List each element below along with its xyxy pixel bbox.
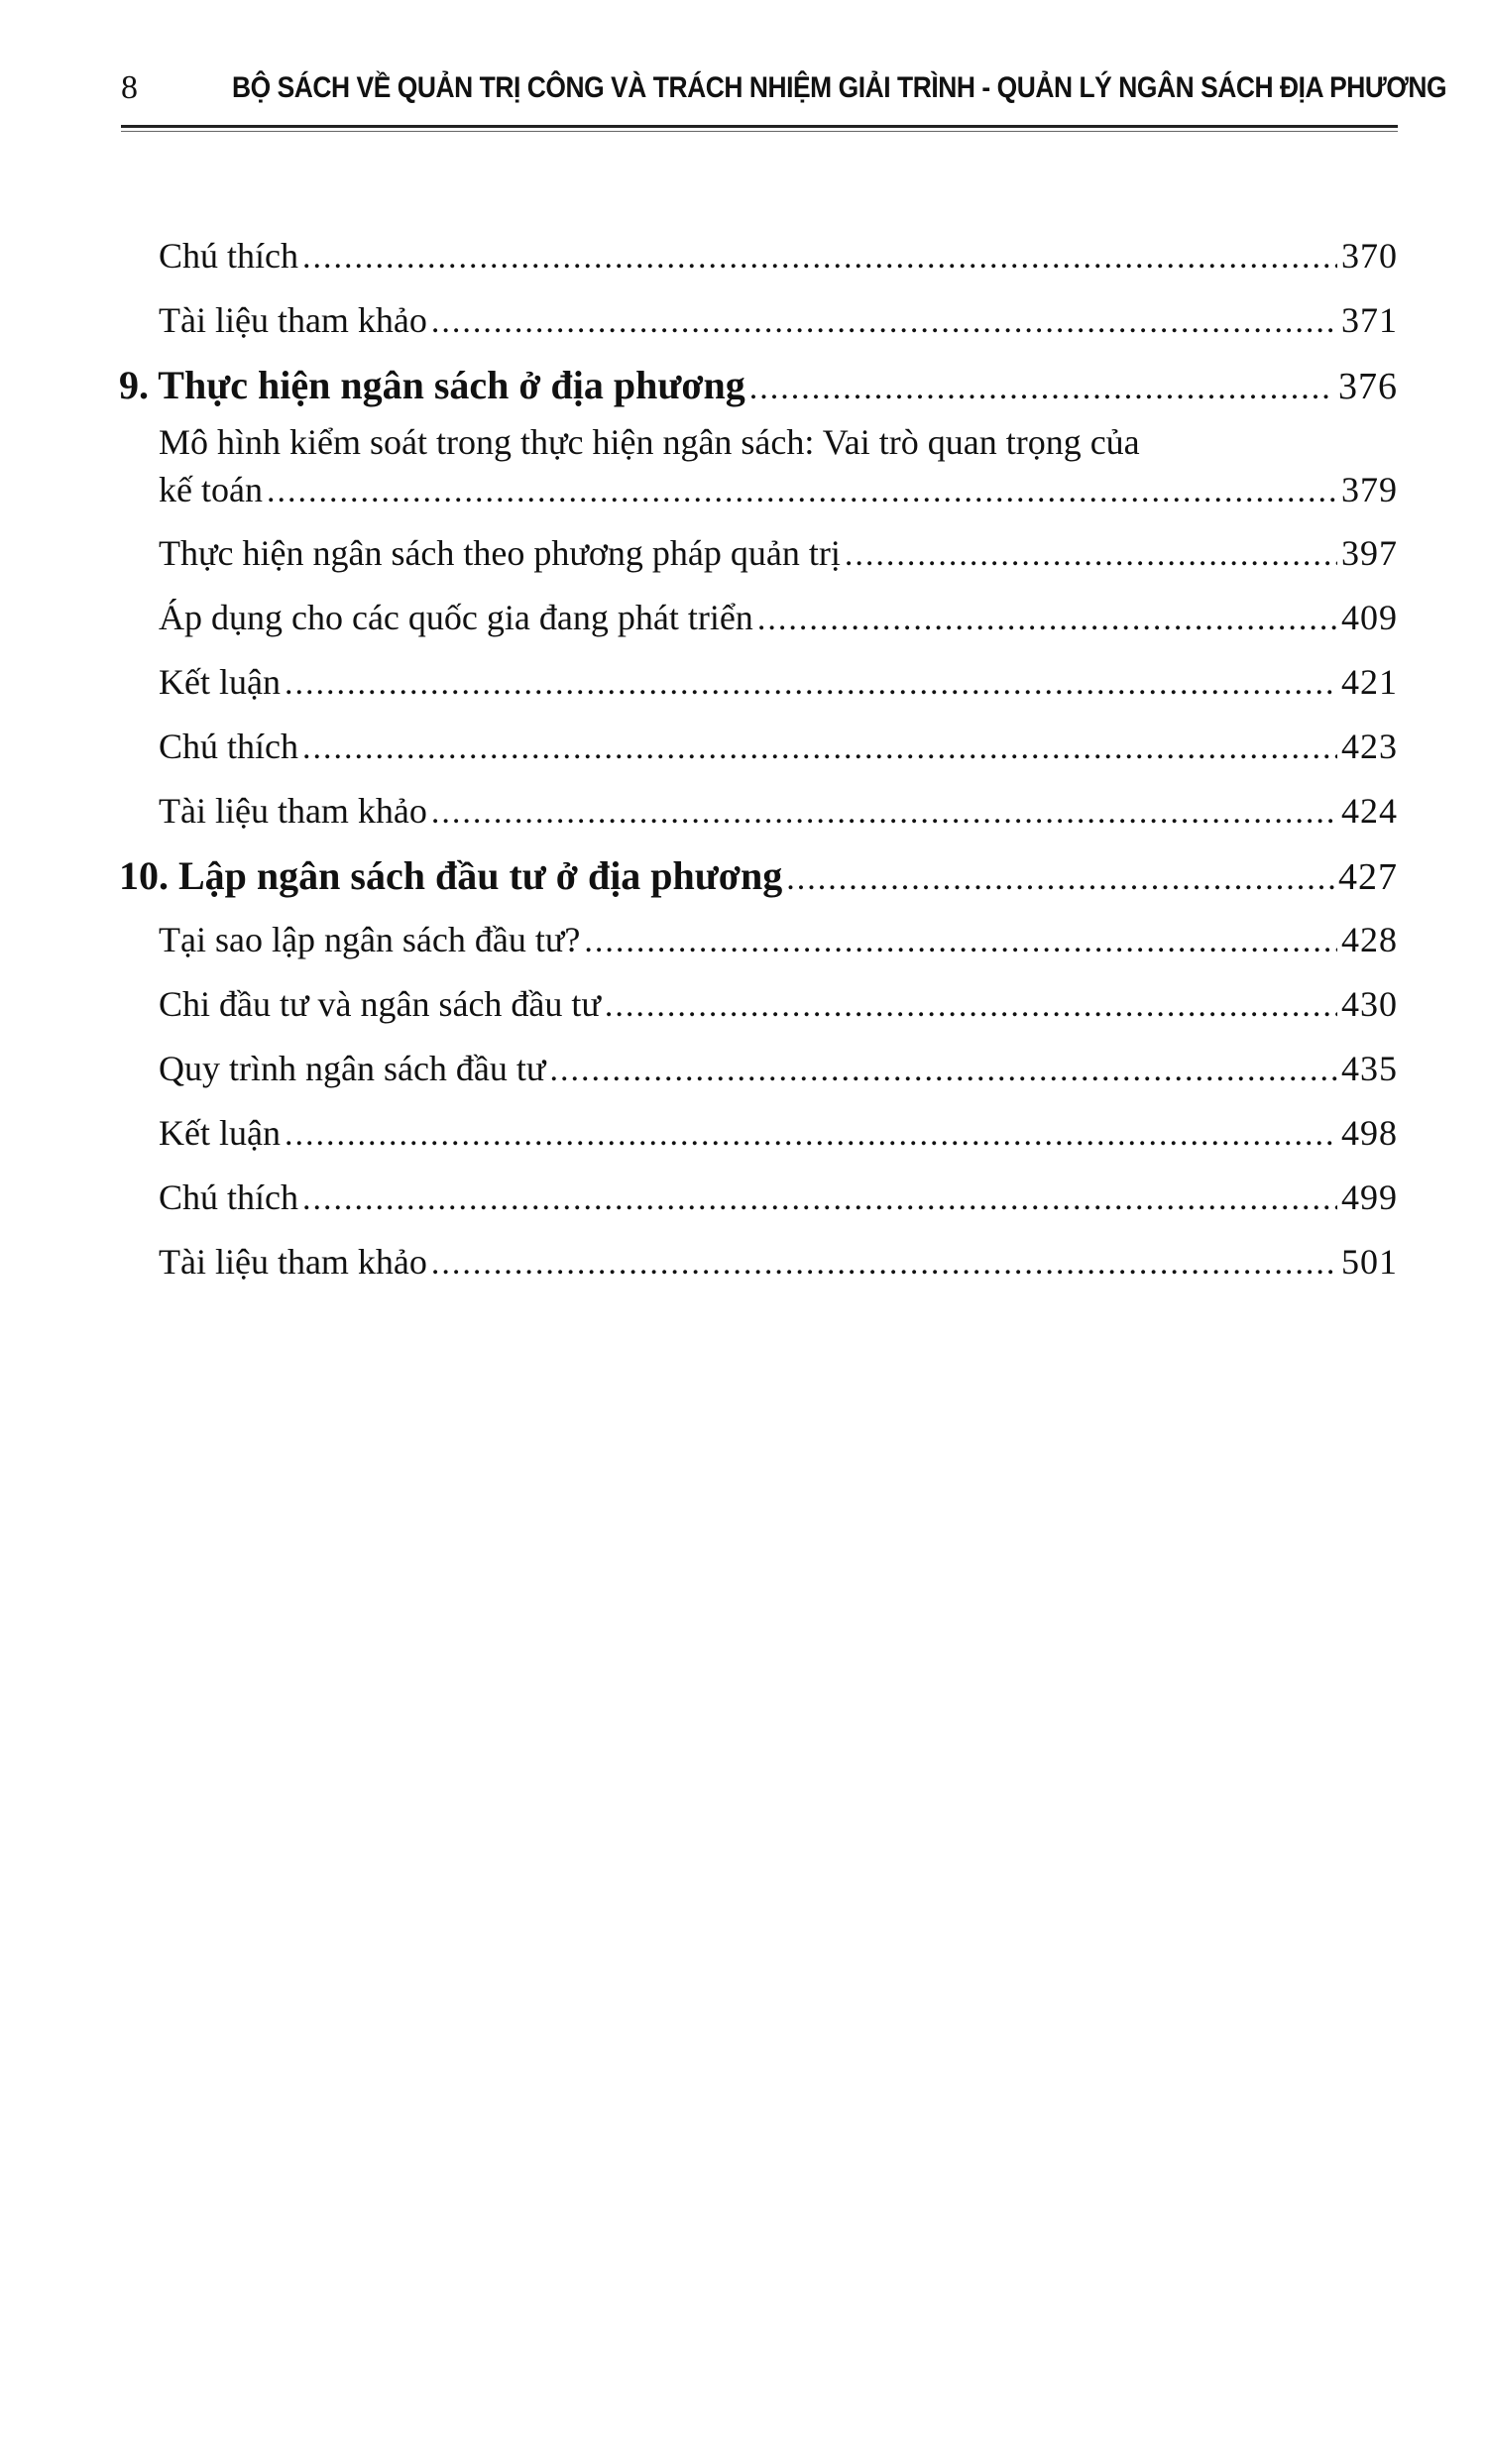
header-rule-thin xyxy=(121,131,1398,132)
toc-entry-page: 427 xyxy=(1338,856,1398,898)
toc-entry-label: Áp dụng cho các quốc gia đang phát triển xyxy=(159,598,753,637)
dot-leader xyxy=(302,225,1337,289)
dot-leader xyxy=(549,1038,1337,1102)
toc-entry-label: Chi đầu tư và ngân sách đầu tư xyxy=(159,984,601,1024)
dot-leader xyxy=(302,1167,1337,1231)
toc-entry-page: 428 xyxy=(1341,920,1398,959)
toc-entry-page: 397 xyxy=(1341,533,1398,573)
dot-leader xyxy=(431,289,1337,354)
dot-leader xyxy=(431,1231,1337,1295)
toc-entry-label-continued: kế toán xyxy=(159,470,263,509)
toc-entry-label: Tại sao lập ngân sách đầu tư? xyxy=(159,920,581,959)
toc-entry-label: Chú thích xyxy=(159,1177,298,1217)
toc-entry-label: Quy trình ngân sách đầu tư xyxy=(159,1049,546,1088)
toc-entry-page: 370 xyxy=(1341,236,1398,276)
toc-entry xyxy=(119,288,1398,353)
table-of-contents xyxy=(119,224,1398,1294)
dot-leader xyxy=(605,973,1337,1038)
dot-leader xyxy=(584,909,1337,973)
toc-entry-label: Chú thích xyxy=(159,727,298,766)
toc-entry xyxy=(119,1230,1398,1294)
toc-chapter-label: 9. Thực hiện ngân sách ở địa phương xyxy=(119,363,745,407)
toc-entry-continuation xyxy=(119,467,1398,521)
toc-entry-page: 499 xyxy=(1341,1177,1398,1217)
dot-leader xyxy=(285,1102,1337,1167)
toc-entry-label: Kết luận xyxy=(159,662,281,702)
toc-entry-page: 430 xyxy=(1341,984,1398,1024)
toc-entry-page: 424 xyxy=(1341,791,1398,831)
toc-entry xyxy=(119,715,1398,779)
toc-entry-page: 498 xyxy=(1341,1113,1398,1153)
toc-entry xyxy=(119,650,1398,715)
page-number: 8 xyxy=(121,69,138,106)
toc-entry-label: Tài liệu tham khảo xyxy=(159,1242,427,1282)
dot-leader xyxy=(757,587,1337,651)
toc-entry-label: Thực hiện ngân sách theo phương pháp quản trị xyxy=(159,533,841,573)
toc-entry-page: 379 xyxy=(1341,470,1398,509)
dot-leader xyxy=(302,716,1337,780)
toc-entry xyxy=(119,521,1398,586)
toc-chapter-label: 10. Lập ngân sách đầu tư ở địa phương xyxy=(119,853,783,898)
toc-entry-label: Chú thích xyxy=(159,236,298,276)
running-header xyxy=(121,63,1447,113)
header-rule xyxy=(121,125,1398,128)
dot-leader xyxy=(431,780,1337,844)
running-header-title: BỘ SÁCH VỀ QUẢN TRỊ CÔNG VÀ TRÁCH NHIỆM GIẢI TRÌNH - QUẢN LÝ NGÂN SÁCH ĐỊA PHƯƠNG xyxy=(232,71,1447,104)
toc-entry-page: 423 xyxy=(1341,727,1398,766)
toc-entry xyxy=(119,1101,1398,1166)
toc-entry-page: 371 xyxy=(1341,300,1398,340)
toc-entry xyxy=(119,908,1398,972)
dot-leader xyxy=(845,522,1337,587)
toc-entry xyxy=(119,1037,1398,1101)
toc-entry xyxy=(119,972,1398,1037)
dot-leader xyxy=(786,846,1334,911)
toc-entry xyxy=(119,417,1398,467)
dot-leader xyxy=(267,469,1337,514)
dot-leader xyxy=(749,356,1334,420)
toc-entry-page: 409 xyxy=(1341,598,1398,637)
toc-entry-page: 421 xyxy=(1341,662,1398,702)
toc-entry-label: Kết luận xyxy=(159,1113,281,1153)
toc-chapter-entry xyxy=(119,353,1398,417)
toc-entry-page: 501 xyxy=(1341,1242,1398,1282)
toc-entry xyxy=(119,586,1398,650)
toc-entry xyxy=(119,1166,1398,1230)
toc-entry xyxy=(119,224,1398,288)
toc-chapter-entry xyxy=(119,843,1398,908)
toc-entry-label: Tài liệu tham khảo xyxy=(159,300,427,340)
toc-entry-page: 376 xyxy=(1338,366,1398,407)
toc-entry-label: Tài liệu tham khảo xyxy=(159,791,427,831)
toc-entry-label: Mô hình kiểm soát trong thực hiện ngân sách: Vai trò quan trọng của xyxy=(159,422,1140,462)
dot-leader xyxy=(285,651,1337,716)
toc-entry xyxy=(119,779,1398,843)
toc-entry-page: 435 xyxy=(1341,1049,1398,1088)
